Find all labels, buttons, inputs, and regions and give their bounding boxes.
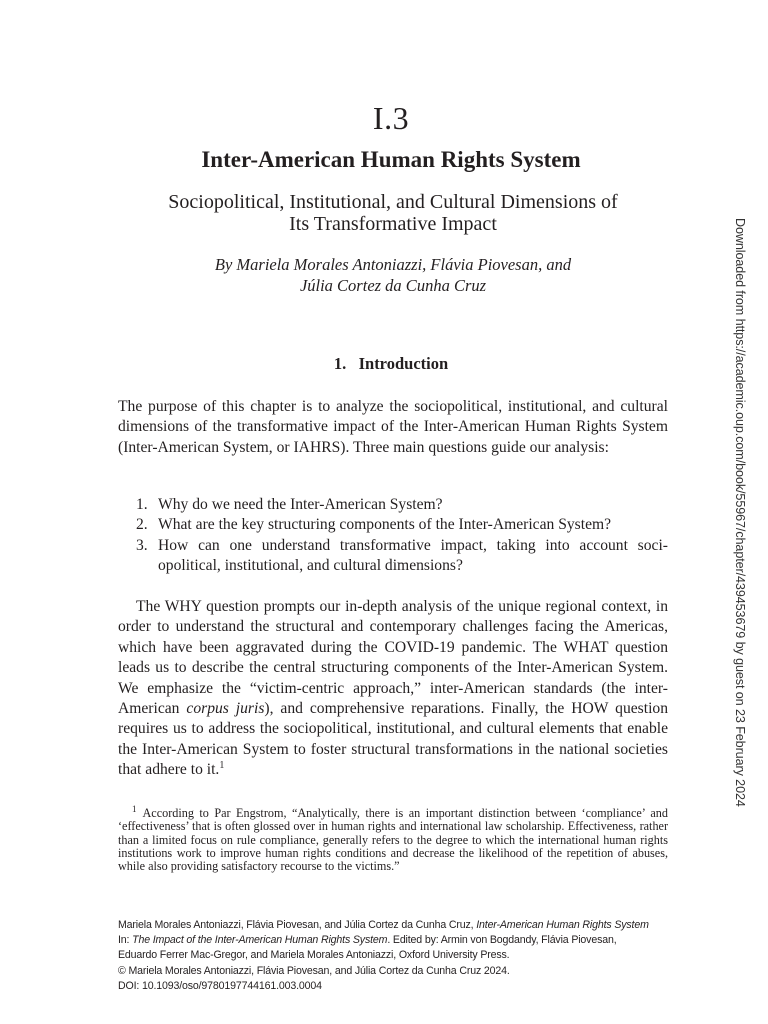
citation-line <box>118 933 678 948</box>
citation-book-title: The Impact of the Inter-American Human Rights System <box>132 934 388 947</box>
doi-line[interactable]: DOI: 10.1093/oso/9780197744161.003.0004 <box>118 979 322 992</box>
list-item-number: 1. <box>136 496 148 513</box>
chapter-title: Inter-American Human Rights System <box>201 147 581 172</box>
list-item-text: Why do we need the Inter-American System? <box>158 496 443 513</box>
list-item <box>118 536 668 577</box>
citation-line <box>118 918 678 933</box>
body-text: ), and comprehensive reparations. Finally, the HOW question requires us to address the sociopolitical, institutional, and cultural elements that enable the Inter-American System to foster structural transformations in the national societies that adhere to it. <box>118 700 668 779</box>
citation-prefix: In: <box>118 934 133 947</box>
body-italic-term: corpus juris <box>186 700 265 718</box>
question-list <box>118 495 668 577</box>
source-citation <box>118 918 678 994</box>
body-paragraph <box>118 597 668 781</box>
footnote <box>118 803 668 874</box>
list-item <box>118 515 668 535</box>
chapter-number: I.3 <box>372 100 410 136</box>
body-text: The WHY question prompts our in-depth analysis of the unique regional context, in order to understand the structural and contemporary challenges facing the Americas, which have been aggravated during the COVID-19 pandemic. The WHAT question leads us to describe the central structuring components of the Inter-American System. We emphasize the “victim-centric approach,” inter-American standards (the inter-American <box>118 598 668 718</box>
subtitle-line: Sociopolitical, Institutional, and Cultural Dimensions of <box>168 191 618 213</box>
list-item-number: 2. <box>136 516 148 534</box>
chapter-authors <box>118 254 668 296</box>
citation-authors: Mariela Morales Antoniazzi, Flávia Piovesan, and Júlia Cortez da Cunha Cruz, <box>118 919 477 931</box>
download-watermark <box>733 218 747 810</box>
copyright-line: © Mariela Morales Antoniazzi, Flávia Piovesan, and Júlia Cortez da Cunha Cruz 2024. <box>118 964 510 977</box>
list-item-text: How can one understand transformative impact, taking into account sociopolitical, institutional, and cultural dimensions? <box>158 536 668 575</box>
authors-line: By Mariela Morales Antoniazzi, Flávia Piovesan, and <box>214 255 572 274</box>
list-item-number: 3. <box>136 536 148 554</box>
watermark-text: Downloaded from https://academic.oup.com/book/55967/chapter/439453679 by guest on 23 February 2024 <box>733 218 747 807</box>
citation-editors: . Edited by: Armin von Bogdandy, Flávia Piovesan, <box>387 934 617 947</box>
intro-paragraph: The purpose of this chapter is to analyze the sociopolitical, institutional, and cultural dimensions of the transformative impact of the Inter-American Human Rights System (Inter-American System, or IAHRS). Three main questions guide our analysis: <box>118 398 668 456</box>
subtitle-line: Its Transformative Impact <box>289 213 497 235</box>
citation-line: Eduardo Ferrer Mac-Gregor, and Mariela Morales Antoniazzi, Oxford University Press. <box>118 949 510 962</box>
chapter-subtitle <box>118 191 668 235</box>
footnote-text: According to Par Engstrom, “Analytically, there is an important distinction between ‘compliance’ and ‘effectiveness’ that is often glossed over in human rights and international law scholarship. Effectiveness, rather than a limited focus on rule compliance, generally refers to the degree to which the international human rights institutions work to improve human rights conditions and decrease the likelihood of the repetition of abuses, while also providing satisfactory recourse to the victims.” <box>118 806 668 874</box>
list-item-text: What are the key structuring components of the Inter-American System? <box>158 516 612 534</box>
list-item <box>118 495 668 515</box>
citation-chapter-title: Inter-American Human Rights System <box>476 919 649 931</box>
section-heading: 1. Introduction <box>333 354 449 373</box>
footnote-reference[interactable]: 1 <box>219 760 225 772</box>
footnote-mark: 1 <box>132 803 137 814</box>
authors-line: Júlia Cortez da Cunha Cruz <box>299 276 487 295</box>
